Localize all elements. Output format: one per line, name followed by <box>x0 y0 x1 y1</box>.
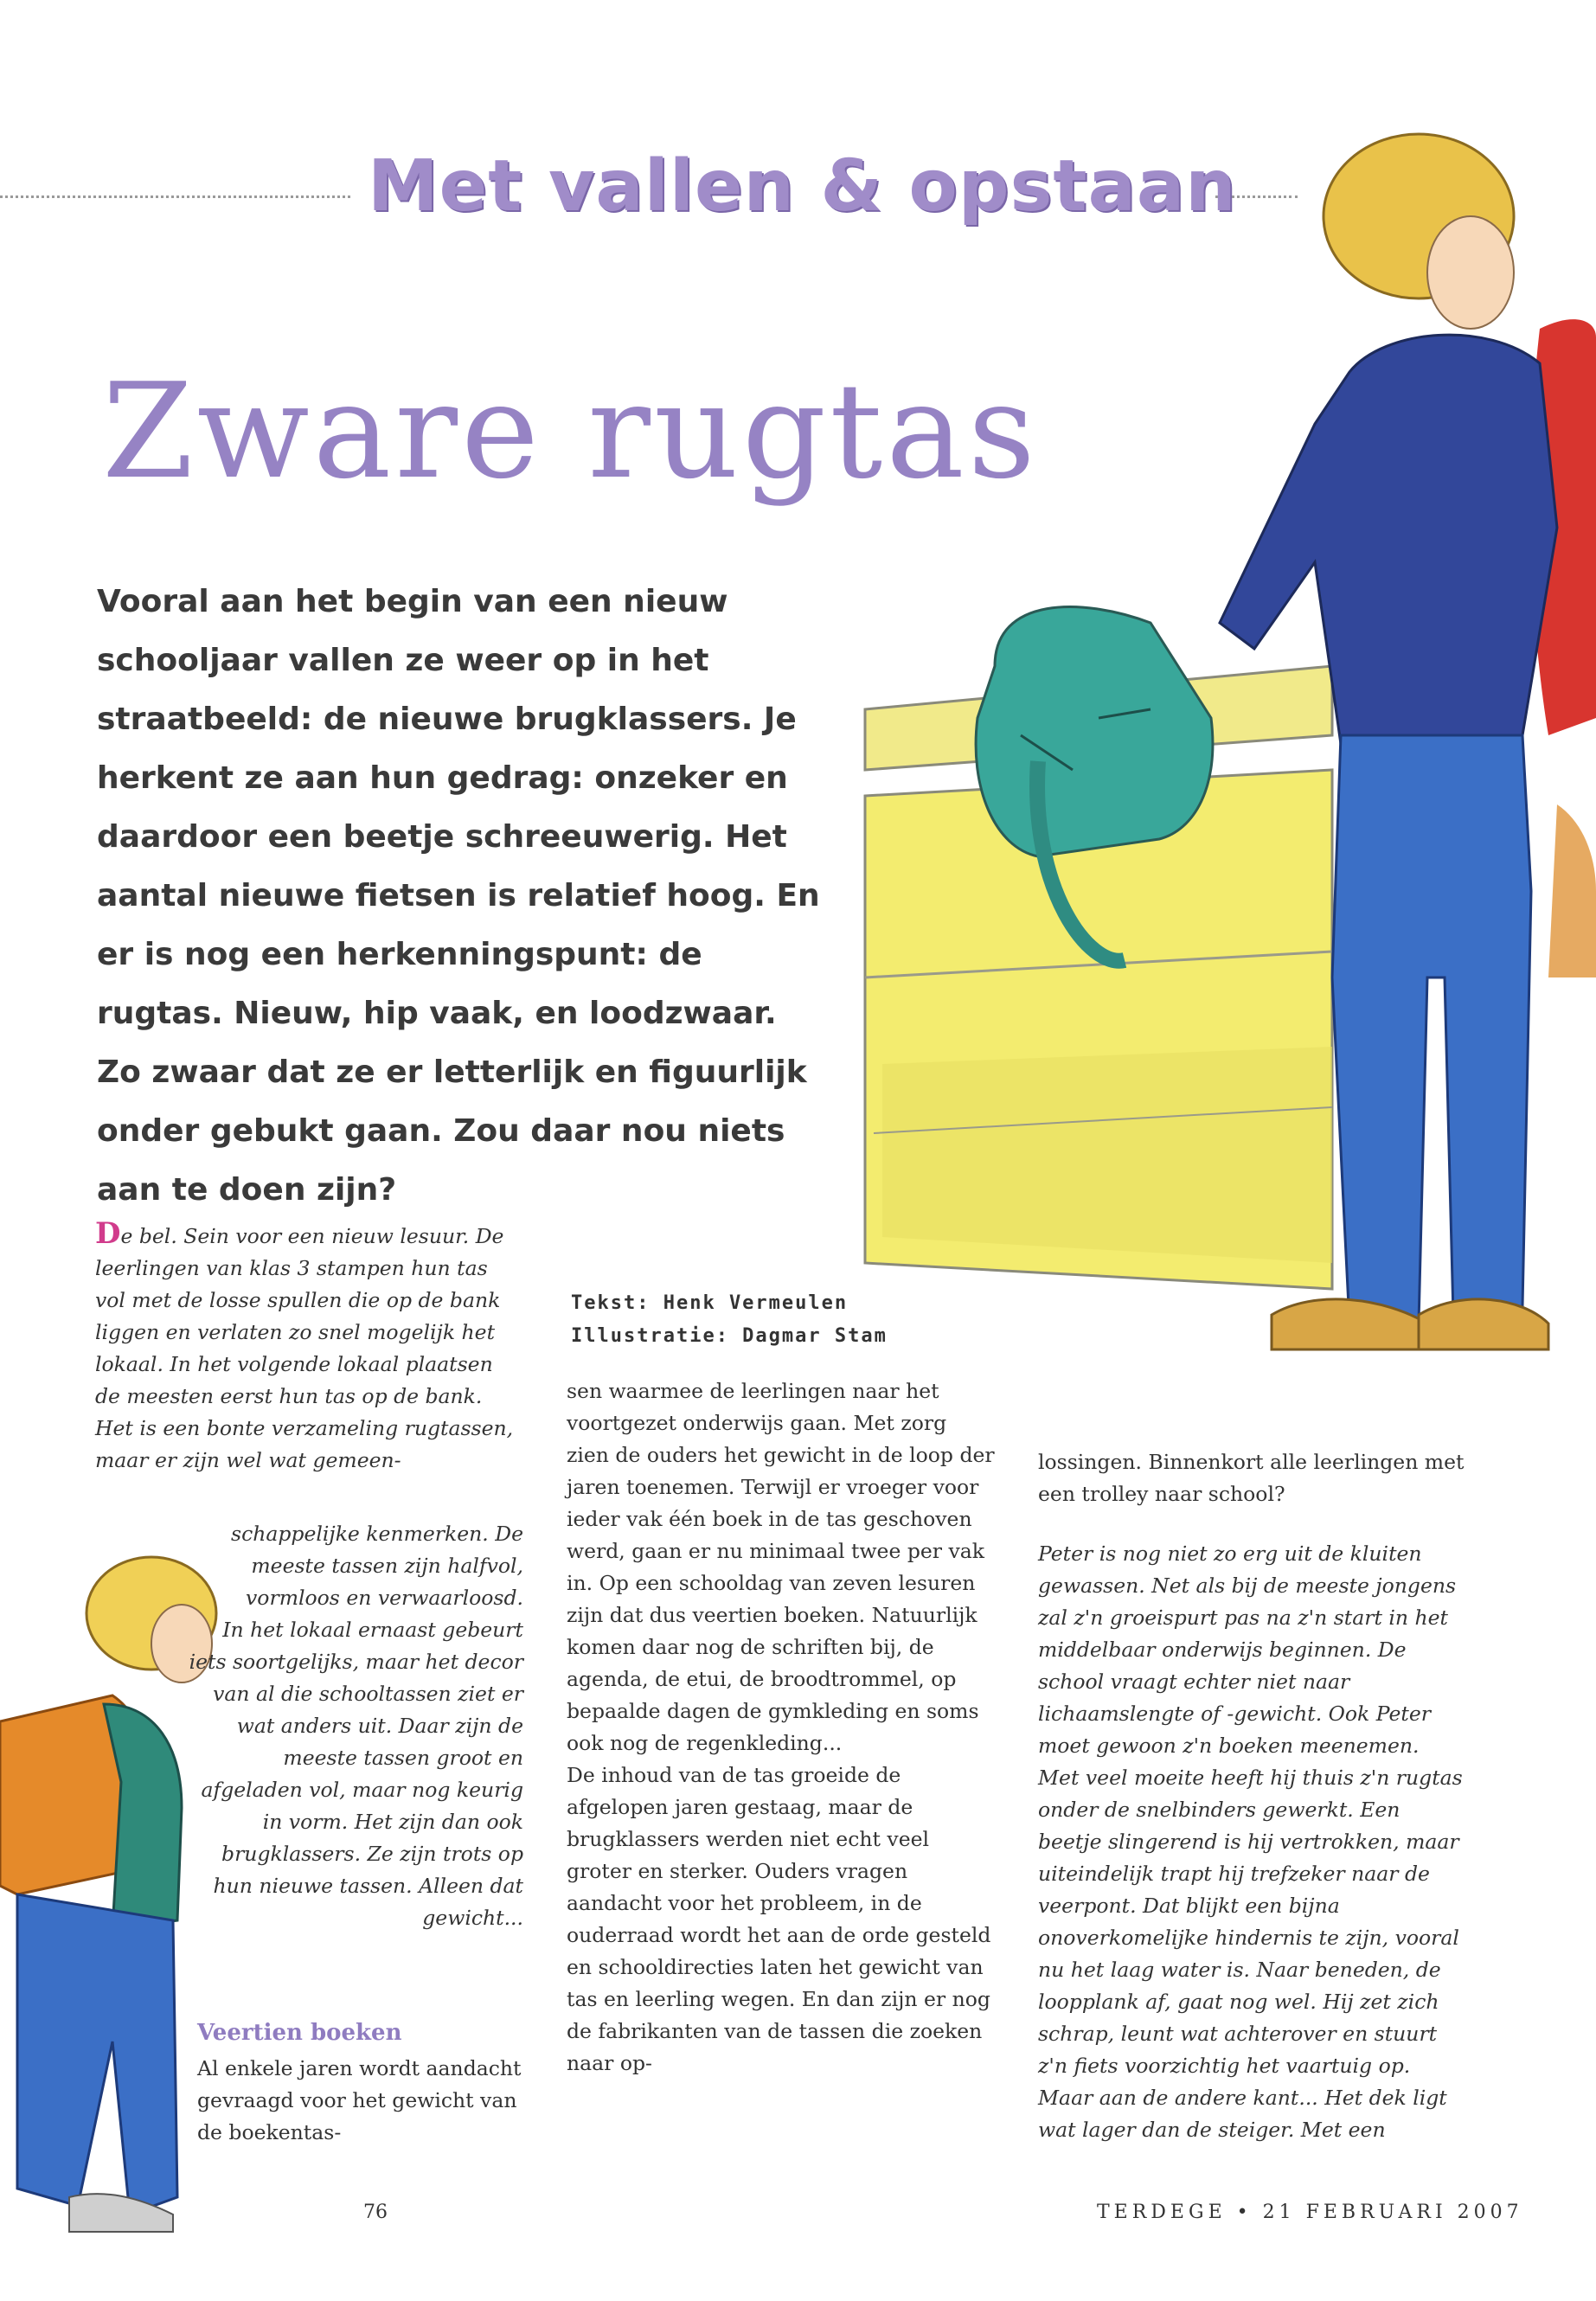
illustration-boy-backpack <box>0 1522 208 2275</box>
column-1-text-a: e bel. Sein voor een nieuw lesuur. De leerlingen van klas 3 stampen hun tas vol met de losse spullen die op de bank liggen en verlaten zo snel mogelijk het lokaal. In het volgende lokaal plaatsen de meesten eerst hun tas op de bank. Het is een bonte verzameling rugtassen, maar er zijn wel wat gemeen- <box>95 1224 514 1472</box>
column-1-text-b1: schappelijke kenmerken. De meeste tassen zijn halfvol, vormloos en verwaarloosd. <box>231 1522 523 1610</box>
article-intro: Vooral aan het begin van een nieuw schooljaar vallen ze weer op in het straatbeeld: de nieuwe brugklassers. Je herkent ze aan hun gedrag: onzeker en daardoor een beetje schreeuwerig. Het aantal nieuwe fietsen is relatief hoog. En er is nog een herkenningspunt: de rugtas. Nieuw, hip vaak, en loodzwaar. Zo zwaar dat ze er letterlijk en figuurlijk onder gebukt gaan. Zou daar nou niets aan te doen zijn? <box>97 584 820 1208</box>
page-number: 76 <box>363 2202 388 2223</box>
column-2-para-1: sen waarmee de leerlingen naar het voortgezet onderwijs gaan. Met zorg zien de ouders het gewicht in de loop der jaren toenemen. Terwijl er vroeger voor ieder vak één boek in de tas geschoven werd, gaan er nu minimaal twee per vak in. Op een schooldag van zeven lesuren zijn dat dus veertien boeken. Natuurlijk komen daar nog de schriften bij, de agenda, de etui, de broodtrommel, op bepaalde dagen de gymkleding en soms ook nog de regenkleding... <box>567 1379 995 1755</box>
column-1-bottom <box>197 2017 526 2149</box>
section-kicker: Met vallen & opstaan <box>368 145 1237 228</box>
column-1-text-b2: In het lokaal ernaast gebeurt iets soortgelijks, maar het decor van al die schooltassen ziet er wat anders uit. Daar zijn de meeste tassen groot en afgeladen vol, maar nog keurig in vorm. Het zijn dan ook brugklassers. Ze zijn trots op hun nieuwe tassen. Alleen dat gewicht... <box>189 1618 523 1930</box>
article-title: Zware rugtas <box>102 355 1039 508</box>
column-3 <box>1038 1446 1466 2146</box>
column-1-wrap <box>182 1518 523 1934</box>
column-1-text-c: Al enkele jaren wordt aandacht gevraagd voor het gewicht van de boekentas- <box>197 2056 522 2144</box>
header-rule-left <box>0 195 350 198</box>
column-1-top <box>95 1218 523 1477</box>
subheading: Veertien boeken <box>197 2020 402 2046</box>
column-3-para-2: Peter is nog niet zo erg uit de kluiten gewassen. Net als bij de meeste jongens zal z'n groeispurt pas na z'n start in het middelbaar onderwijs beginnen. De school vraagt echter niet naar lichaamslengte of -gewicht. Ook Peter moet gewoon z'n boeken meenemen. Met veel moeite heeft hij thuis z'n rugtas onder de snelbinders gewerkt. Een beetje slingerend is hij vertrokken, maar uiteindelijk trapt hij trefzeker naar de veerpont. Dat blijkt een bijna onoverkomelijke hindernis te zijn, vooral nu het laag water is. Naar beneden, de loopplank af, gaat nog wel. Hij zet zich schrap, leunt wat achterover en stuurt z'n fiets voorzichtig het vaartuig op. Maar aan de andere kant... Het dek ligt wat lager dan de steiger. Met een <box>1038 1541 1463 2142</box>
column-2 <box>567 1375 995 2080</box>
credits <box>571 1287 960 1353</box>
column-2-para-2: De inhoud van de tas groeide de afgelopen jaren gestaag, maar de brugklassers werden niet echt veel groter en sterker. Ouders vragen aandacht voor het probleem, in de ouderraad wordt het aan de orde gesteld en schooldirecties laten het gewicht van tas en leerling wegen. En dan zijn er nog de fabrikanten van de tassen die zoeken naar op- <box>567 1763 991 2075</box>
credit-text: Tekst: Henk Vermeulen <box>571 1292 849 1314</box>
credit-illustration: Illustratie: Dagmar Stam <box>571 1325 888 1347</box>
drop-cap: D <box>95 1216 121 1251</box>
column-3-para-1: lossingen. Binnenkort alle leerlingen met een trolley naar school? <box>1038 1450 1465 1506</box>
magazine-footer: TERDEGE • 21 FEBRUARI 2007 <box>1097 2202 1523 2223</box>
illustration-boy-bench <box>865 112 1596 1462</box>
